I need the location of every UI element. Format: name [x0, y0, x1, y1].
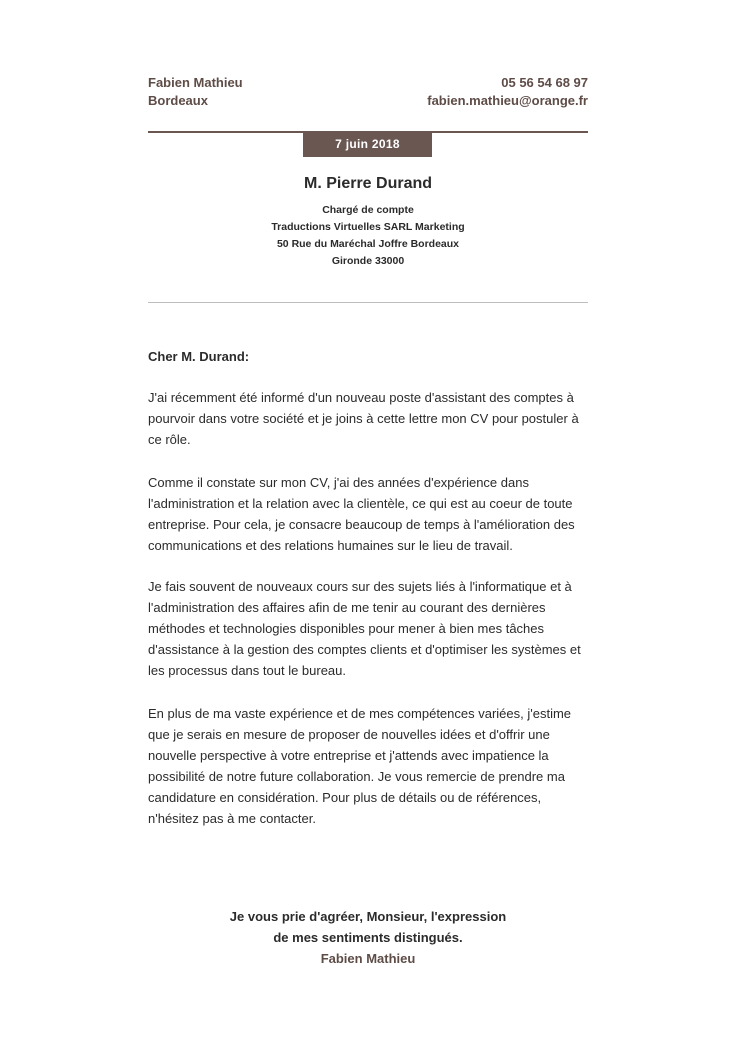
paragraph-3: Je fais souvent de nouveaux cours sur des sujets liés à l'informatique et à l'administration des affaires afin de me tenir au courant des dernières méthodes et technologies disponibles pour mener à bien mes tâches d'assistance à la gestion des comptes clients et d'optimiser les systèmes et les processus dans tout le bureau.: [148, 579, 581, 678]
recipient-region: Gironde 33000: [331, 255, 405, 267]
recipient-street: 50 Rue du Maréchal Joffre Bordeaux: [276, 238, 460, 250]
sender-phone: 05 56 54 68 97: [501, 75, 588, 90]
recipient-company: Traductions Virtuelles SARL Marketing: [271, 221, 465, 233]
recipient-title: Chargé de compte: [322, 204, 414, 216]
closing-line-1: Je vous prie d'agréer, Monsieur, l'expression: [229, 909, 507, 924]
sender-city: Bordeaux: [148, 93, 208, 108]
address-divider: [148, 302, 588, 303]
sender-email: fabien.mathieu@orange.fr: [427, 93, 588, 108]
paragraph-1: J'ai récemment été informé d'un nouveau poste d'assistant des comptes à pourvoir dans votre société et je joins à cette lettre mon CV pour postuler à ce rôle.: [148, 390, 579, 447]
signature: Fabien Mathieu: [320, 951, 416, 966]
date-badge: 7 juin 2018: [303, 133, 432, 157]
sender-name: Fabien Mathieu: [148, 75, 243, 90]
paragraph-2: Comme il constate sur mon CV, j'ai des années d'expérience dans l'administration et la relation avec la clientèle, ce qui est au coeur de toute entreprise. Pour cela, je consacre beaucoup de temps à l'amélioration des communications et des relations humaines sur le lieu de travail.: [148, 475, 575, 553]
paragraph-4: En plus de ma vaste expérience et de mes compétences variées, j'estime que je serais en mesure de proposer de nouvelles idées et d'offrir une nouvelle perspective à votre entreprise et j'attends avec impatience la possibilité de notre future collaboration. Je vous remercie de prendre ma candidature en considération. Pour plus de détails ou de références, n'hésitez pas à me contacter.: [148, 706, 572, 826]
salutation: Cher M. Durand:: [148, 349, 250, 364]
recipient-name: M. Pierre Durand: [303, 175, 433, 192]
closing-line-2: de mes sentiments distingués.: [273, 930, 463, 945]
